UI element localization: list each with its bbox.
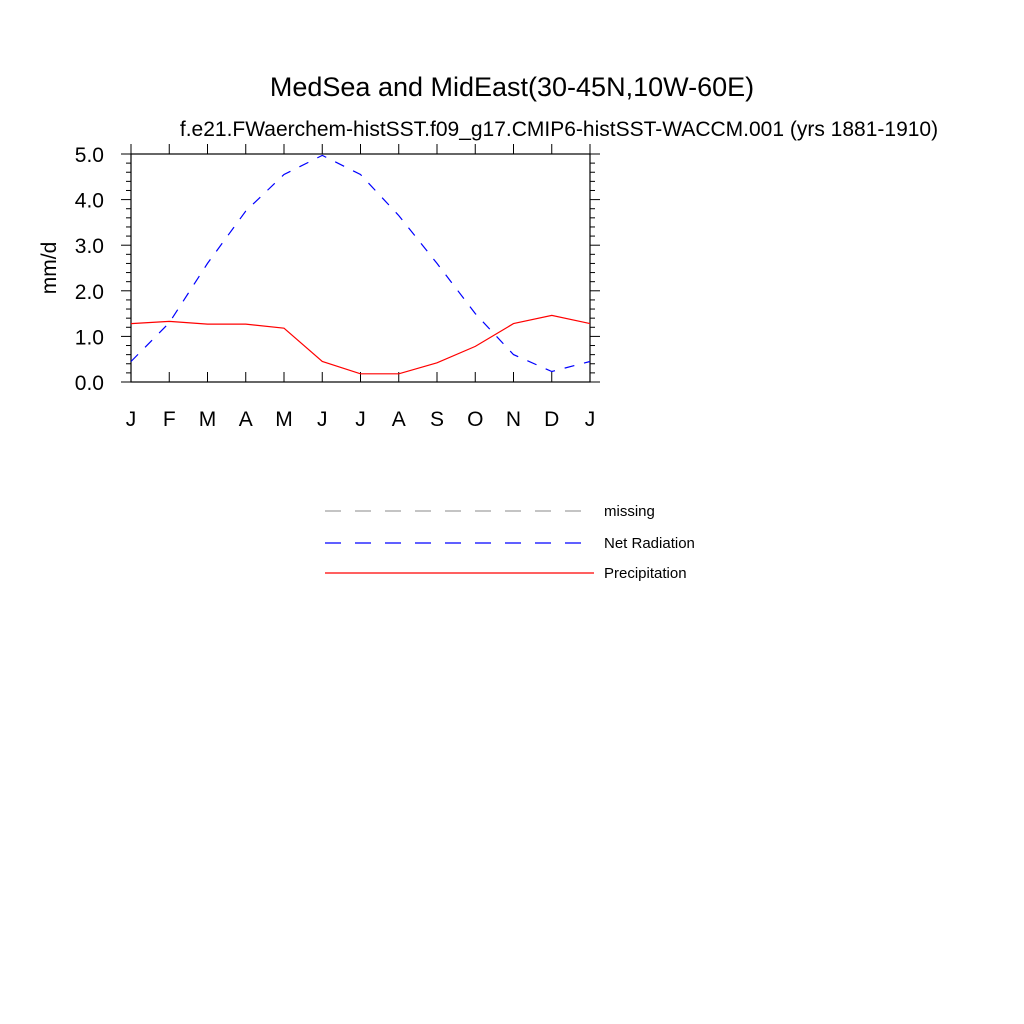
y-tick-label: 3.0 bbox=[74, 235, 104, 259]
y-axis-label: mm/d bbox=[38, 241, 61, 295]
x-tick-label: J bbox=[584, 408, 596, 431]
x-tick-label: J bbox=[125, 408, 137, 431]
series-precipitation-line bbox=[131, 315, 590, 373]
x-tick-label: M bbox=[198, 408, 217, 431]
x-tick-label: O bbox=[467, 408, 484, 431]
y-tick-label: 4.0 bbox=[74, 189, 104, 213]
series-net-radiation-line bbox=[131, 155, 590, 371]
x-tick-label: A bbox=[238, 408, 253, 431]
series-lines bbox=[131, 155, 590, 373]
chart-subtitle: f.e21.FWaerchem-histSST.f09_g17.CMIP6-histSST-WACCM.001 (yrs 1881-1910) bbox=[179, 118, 939, 141]
y-tick-labels bbox=[75, 144, 104, 395]
y-tick-label: 5.0 bbox=[74, 144, 104, 167]
chart-title: MedSea and MidEast(30-45N,10W-60E) bbox=[269, 72, 755, 102]
plot-frame bbox=[131, 154, 590, 382]
legend-label-missing: missing bbox=[604, 503, 655, 520]
x-tick-label: A bbox=[391, 408, 406, 431]
x-tick-label: S bbox=[429, 408, 445, 431]
legend-label-precipitation: Precipitation bbox=[604, 565, 687, 582]
x-tick-label: J bbox=[355, 408, 366, 431]
legend bbox=[325, 503, 695, 582]
y-tick-label: 0.0 bbox=[74, 372, 104, 395]
y-tick-label: 2.0 bbox=[74, 280, 104, 304]
y-tick-label: 1.0 bbox=[74, 326, 104, 350]
x-tick-label: D bbox=[544, 408, 560, 431]
x-tick-label: F bbox=[162, 408, 176, 431]
axis-ticks bbox=[121, 144, 600, 382]
x-tick-label: M bbox=[275, 408, 293, 431]
legend-label-net-radiation: Net Radiation bbox=[604, 535, 695, 552]
x-tick-label: N bbox=[505, 408, 522, 431]
x-tick-labels bbox=[126, 408, 596, 431]
x-tick-label: J bbox=[317, 408, 328, 431]
